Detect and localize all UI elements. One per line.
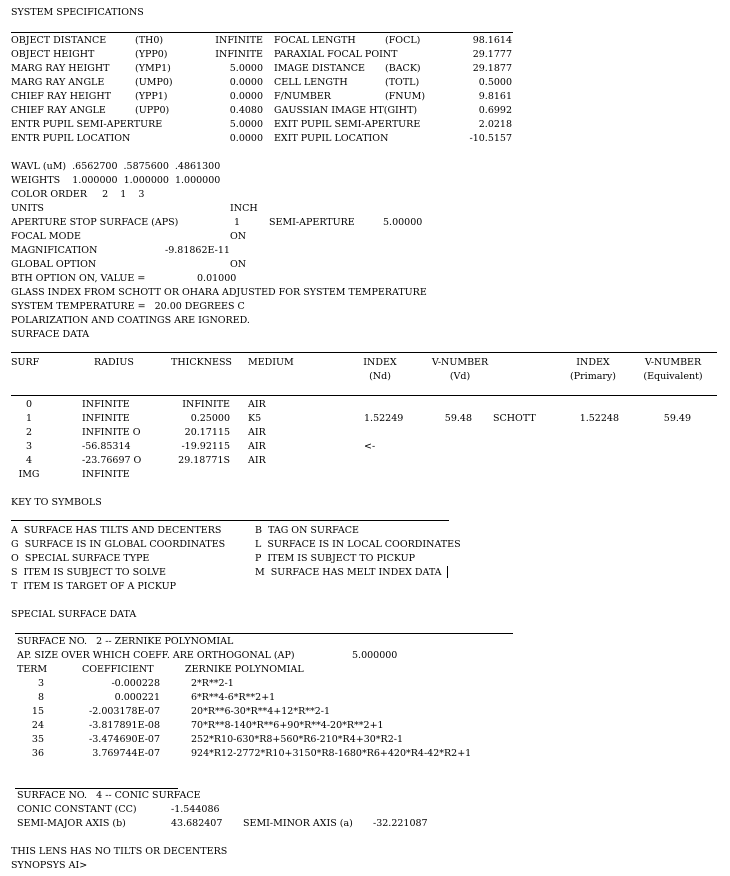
key-item: S ITEM IS SUBJECT TO SOLVE	[11, 567, 166, 578]
spec-label: CELL LENGTH	[274, 77, 348, 88]
spec-code: (UMP0)	[135, 77, 173, 88]
setting-label: UNITS	[11, 203, 44, 214]
spec-code: (YPP0)	[135, 49, 168, 60]
table-cell: INFINITE	[82, 469, 130, 480]
col-header: (Vd)	[449, 371, 471, 382]
col-header: (Primary)	[570, 371, 616, 382]
spec-label: IMAGE DISTANCE	[274, 63, 365, 74]
zernike-term: 8	[37, 692, 44, 703]
zernike-poly: 70*R**8-140*R**6+90*R**4-20*R**2+1	[191, 720, 384, 731]
spec-label: EXIT PUPIL LOCATION	[274, 133, 389, 144]
spec-label: CHIEF RAY ANGLE	[11, 105, 106, 116]
zernike-poly: 20*R**6-30*R**4+12*R**2-1	[191, 706, 331, 717]
col-header: SURF	[11, 357, 40, 368]
col-header: V-NUMBER	[431, 357, 489, 368]
spec-value: 0.0000	[229, 77, 263, 88]
zernike-ap: AP. SIZE OVER WHICH COEFF. ARE ORTHOGONAL (AP)	[17, 650, 295, 661]
lens-note: THIS LENS HAS NO TILTS OR DECENTERS	[11, 846, 228, 857]
glass-note: GLASS INDEX FROM SCHOTT OR OHARA ADJUSTED FOR SYSTEM TEMPERATURE	[11, 287, 427, 298]
divider	[15, 788, 178, 789]
divider	[11, 32, 513, 33]
zernike-term: 24	[31, 720, 44, 731]
key-item: A SURFACE HAS TILTS AND DECENTERS	[11, 525, 222, 536]
spec-value: 0.4080	[229, 105, 263, 116]
col-header: THICKNESS	[171, 357, 232, 368]
spec-value: 9.8161	[478, 91, 512, 102]
spec-label: OBJECT HEIGHT	[11, 49, 95, 60]
spec-code: (YMP1)	[135, 63, 171, 74]
col-header: RADIUS	[94, 357, 134, 368]
setting-label: MAGNIFICATION	[11, 245, 98, 256]
spec-value: 0.5000	[478, 77, 512, 88]
table-cell: 2	[25, 427, 33, 438]
table-cell: 1.52248	[579, 413, 619, 424]
surface-header: SURFACE NO. 4 -- CONIC SURFACE	[17, 790, 201, 801]
spec-value: 5.0000	[229, 63, 263, 74]
col-header: TERM	[17, 664, 48, 675]
command-prompt: SYNOPSYS AI>	[11, 860, 88, 871]
col-header: COEFFICIENT	[82, 664, 154, 675]
table-cell: 20.17115	[184, 427, 230, 438]
spec-label: ENTR PUPIL SEMI-APERTURE	[11, 119, 163, 130]
weights: WEIGHTS 1.000000 1.000000 1.000000	[11, 175, 221, 186]
table-cell: AIR	[248, 399, 266, 410]
table-cell: -19.92115	[181, 441, 230, 452]
table-cell: 1	[25, 413, 33, 424]
divider	[11, 395, 717, 396]
spec-code: (FOCL)	[385, 35, 421, 46]
setting-label: BTH OPTION ON, VALUE =	[11, 273, 146, 284]
zernike-poly: 6*R**4-6*R**2+1	[191, 692, 276, 703]
section-title: SURFACE DATA	[11, 329, 90, 340]
zernike-coef: 3.769744E-07	[92, 748, 160, 759]
conic-label: SEMI-MINOR AXIS (a)	[243, 818, 353, 829]
setting-value: 0.01000	[197, 273, 237, 284]
table-cell: -23.76697 O	[82, 455, 142, 466]
col-header: (Equivalent)	[643, 371, 703, 382]
spec-label: EXIT PUPIL SEMI-APERTURE	[274, 119, 421, 130]
key-item: G SURFACE IS IN GLOBAL COORDINATES	[11, 539, 226, 550]
table-cell: 1.52249	[364, 413, 404, 424]
spec-value: 0.0000	[229, 133, 263, 144]
spec-label: F/NUMBER	[274, 91, 331, 102]
divider	[11, 352, 717, 353]
key-item: T ITEM IS TARGET OF A PICKUP	[11, 581, 176, 592]
spec-value: 2.0218	[478, 119, 512, 130]
spec-label: PARAXIAL FOCAL POINT	[274, 49, 398, 60]
zernike-coef: -3.817891E-08	[89, 720, 160, 731]
spec-label: ENTR PUPIL LOCATION	[11, 133, 131, 144]
table-cell: <-	[364, 441, 376, 452]
text-cursor	[447, 566, 448, 578]
key-item: L SURFACE IS IN LOCAL COORDINATES	[255, 539, 461, 550]
col-header: MEDIUM	[248, 357, 294, 368]
conic-value: -1.544086	[171, 804, 220, 815]
table-cell: IMG	[18, 469, 40, 480]
zernike-coef: 0.000221	[114, 692, 160, 703]
col-header: V-NUMBER	[644, 357, 702, 368]
table-cell: 4	[25, 455, 33, 466]
setting-label: APERTURE STOP SURFACE (APS)	[11, 217, 179, 228]
table-cell: INFINITE O	[82, 427, 141, 438]
zernike-term: 3	[37, 678, 44, 689]
spec-value: 0.0000	[229, 91, 263, 102]
zernike-coef: -0.000228	[111, 678, 160, 689]
setting-value: INCH	[230, 203, 258, 214]
section-title: KEY TO SYMBOLS	[11, 497, 102, 508]
col-header: INDEX	[363, 357, 397, 368]
spec-value: INFINITE	[215, 49, 263, 60]
surface-header: SURFACE NO. 2 -- ZERNIKE POLYNOMIAL	[17, 636, 234, 647]
spec-label: CHIEF RAY HEIGHT	[11, 91, 111, 102]
spec-label: FOCAL LENGTH	[274, 35, 356, 46]
table-cell: 0	[25, 399, 33, 410]
setting-label: FOCAL MODE	[11, 231, 81, 242]
conic-label: SEMI-MAJOR AXIS (b)	[17, 818, 126, 829]
spec-code: (YPP1)	[135, 91, 168, 102]
conic-value: 43.682407	[171, 818, 223, 829]
table-cell: AIR	[248, 427, 266, 438]
polarization-note: POLARIZATION AND COATINGS ARE IGNORED.	[11, 315, 250, 326]
table-cell: AIR	[248, 441, 266, 452]
setting-value: 1	[234, 217, 241, 228]
temperature-note: SYSTEM TEMPERATURE = 20.00 DEGREES C	[11, 301, 245, 312]
key-item: O SPECIAL SURFACE TYPE	[11, 553, 150, 564]
spec-code: (BACK)	[385, 63, 421, 74]
table-cell: 29.18771S	[178, 455, 230, 466]
table-cell: INFINITE	[82, 399, 130, 410]
zernike-coef: -3.474690E-07	[89, 734, 160, 745]
table-cell: 59.49	[663, 413, 691, 424]
zernike-term: 36	[31, 748, 44, 759]
spec-value: 29.1777	[472, 49, 512, 60]
conic-value: -32.221087	[373, 818, 428, 829]
key-item: M SURFACE HAS MELT INDEX DATA	[255, 567, 442, 578]
wavelengths: WAVL (uM) .6562700 .5875600 .4861300	[11, 161, 221, 172]
setting-label: GLOBAL OPTION	[11, 259, 97, 270]
table-cell: K5	[248, 413, 262, 424]
zernike-term: 35	[31, 734, 44, 745]
spec-value: 98.1614	[472, 35, 512, 46]
table-cell: 59.48	[444, 413, 472, 424]
section-title: SYSTEM SPECIFICATIONS	[11, 7, 144, 18]
table-cell: SCHOTT	[493, 413, 536, 424]
spec-code: (UPP0)	[135, 105, 170, 116]
col-header: INDEX	[576, 357, 610, 368]
setting-value: -9.81862E-11	[165, 245, 230, 256]
col-header: (Nd)	[369, 371, 391, 382]
zernike-ap-value: 5.000000	[352, 650, 398, 661]
setting-value: ON	[230, 231, 247, 242]
table-cell: AIR	[248, 455, 266, 466]
zernike-poly: 252*R10-630*R8+560*R6-210*R4+30*R2-1	[191, 734, 403, 745]
setting-label: SEMI-APERTURE	[269, 217, 355, 228]
setting-value: 5.00000	[383, 217, 423, 228]
spec-label: GAUSSIAN IMAGE HT(GIHT)	[274, 105, 418, 116]
key-item: B TAG ON SURFACE	[255, 525, 359, 536]
spec-label: OBJECT DISTANCE	[11, 35, 107, 46]
spec-value: 5.0000	[229, 119, 263, 130]
col-header: ZERNIKE POLYNOMIAL	[185, 664, 304, 675]
setting-value: ON	[230, 259, 247, 270]
spec-value: 29.1877	[472, 63, 512, 74]
zernike-poly: 2*R**2-1	[191, 678, 234, 689]
spec-value: INFINITE	[215, 35, 263, 46]
zernike-coef: -2.003178E-07	[89, 706, 160, 717]
key-item: P ITEM IS SUBJECT TO PICKUP	[255, 553, 416, 564]
spec-code: (FNUM)	[385, 91, 426, 102]
spec-value: 0.6992	[478, 105, 512, 116]
table-cell: INFINITE	[182, 399, 230, 410]
table-cell: INFINITE	[82, 413, 130, 424]
table-cell: 3	[25, 441, 33, 452]
divider	[15, 633, 513, 634]
table-cell: 0.25000	[190, 413, 230, 424]
spec-label: MARG RAY ANGLE	[11, 77, 105, 88]
spec-label: MARG RAY HEIGHT	[11, 63, 110, 74]
spec-code: (TH0)	[135, 35, 164, 46]
zernike-poly: 924*R12-2772*R10+3150*R8-1680*R6+420*R4-42*R2+1	[191, 748, 472, 759]
conic-label: CONIC CONSTANT (CC)	[17, 804, 137, 815]
divider	[11, 520, 449, 521]
spec-value: -10.5157	[469, 133, 512, 144]
zernike-term: 15	[31, 706, 44, 717]
spec-code: (TOTL)	[385, 77, 420, 88]
color-order: COLOR ORDER 2 1 3	[11, 189, 145, 200]
section-title: SPECIAL SURFACE DATA	[11, 609, 137, 620]
table-cell: -56.85314	[82, 441, 131, 452]
